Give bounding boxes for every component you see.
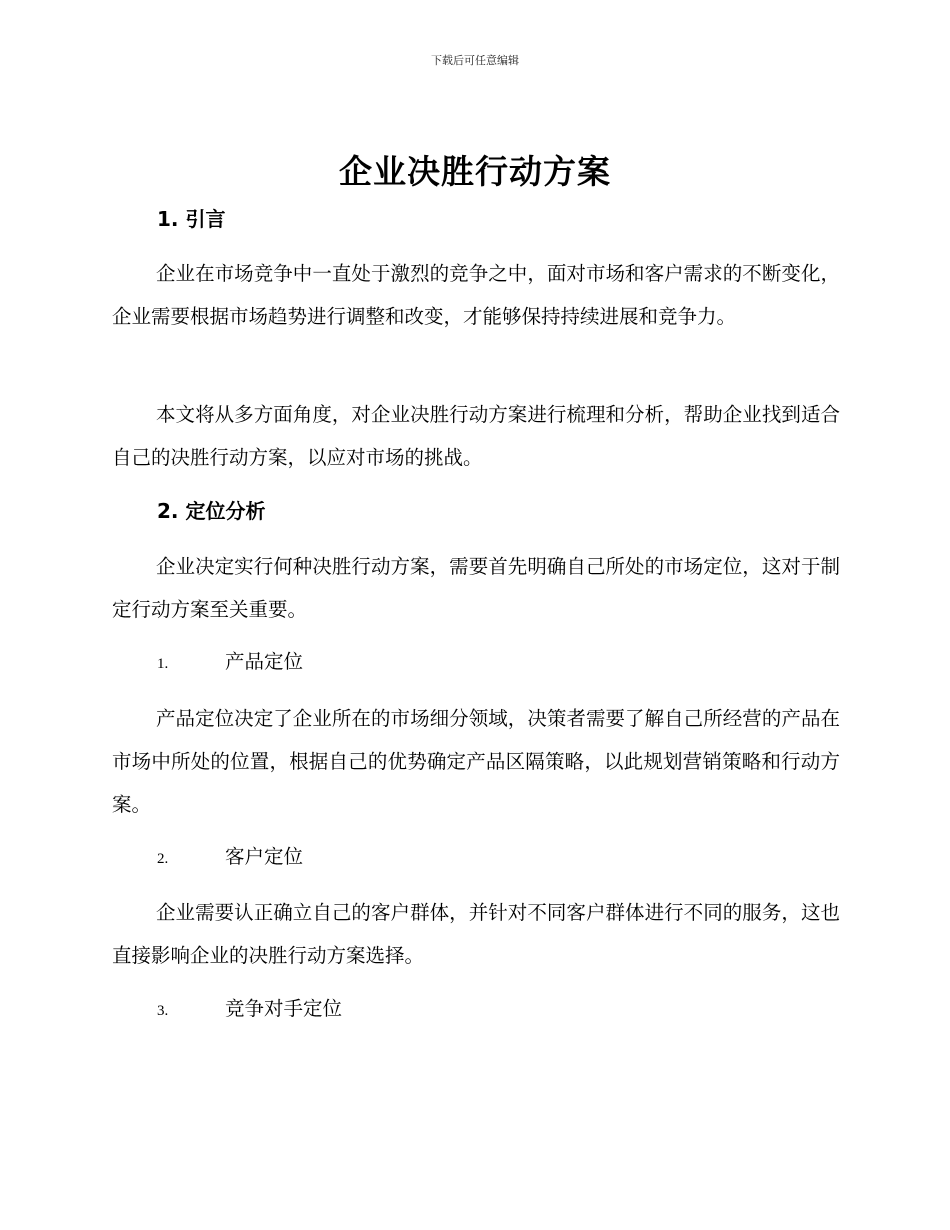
page-header: 下载后可任意编辑 bbox=[431, 54, 519, 67]
list-label: 客户定位 bbox=[225, 845, 304, 868]
paragraph-customer-positioning: 企业需要认正确立自己的客户群体，并针对不同客户群体进行不同的服务，这也直接影响企业的决胜行动方案选择。 bbox=[112, 901, 840, 967]
paragraph-intro-1: 企业在市场竞争中一直处于激烈的竞争之中，面对市场和客户需求的不断变化，企业需要根据市场趋势进行调整和改变，才能够保持持续进展和竞争力。 bbox=[112, 262, 840, 328]
list-item-customer-positioning bbox=[157, 843, 303, 873]
list-number: 1. bbox=[157, 656, 169, 672]
section-heading-positioning: 2. 定位分析 bbox=[157, 499, 266, 523]
list-number: 2. bbox=[157, 851, 169, 867]
list-item-competitor-positioning bbox=[157, 995, 342, 1025]
document-title: 企业决胜行动方案 bbox=[339, 152, 611, 191]
list-number: 3. bbox=[157, 1003, 169, 1019]
paragraph-positioning: 企业决定实行何种决胜行动方案，需要首先明确自己所处的市场定位，这对于制定行动方案至关重要。 bbox=[112, 555, 840, 621]
paragraph-intro-2: 本文将从多方面角度，对企业决胜行动方案进行梳理和分析，帮助企业找到适合自己的决胜行动方案，以应对市场的挑战。 bbox=[112, 403, 840, 469]
list-item-product-positioning bbox=[157, 648, 303, 678]
paragraph-product-positioning: 产品定位决定了企业所在的市场细分领域，决策者需要了解自己所经营的产品在市场中所处的位置，根据自己的优势确定产品区隔策略，以此规划营销策略和行动方案。 bbox=[112, 707, 840, 816]
list-label: 竞争对手定位 bbox=[225, 997, 343, 1020]
list-label: 产品定位 bbox=[225, 650, 304, 673]
section-heading-introduction: 1. 引言 bbox=[157, 207, 226, 231]
